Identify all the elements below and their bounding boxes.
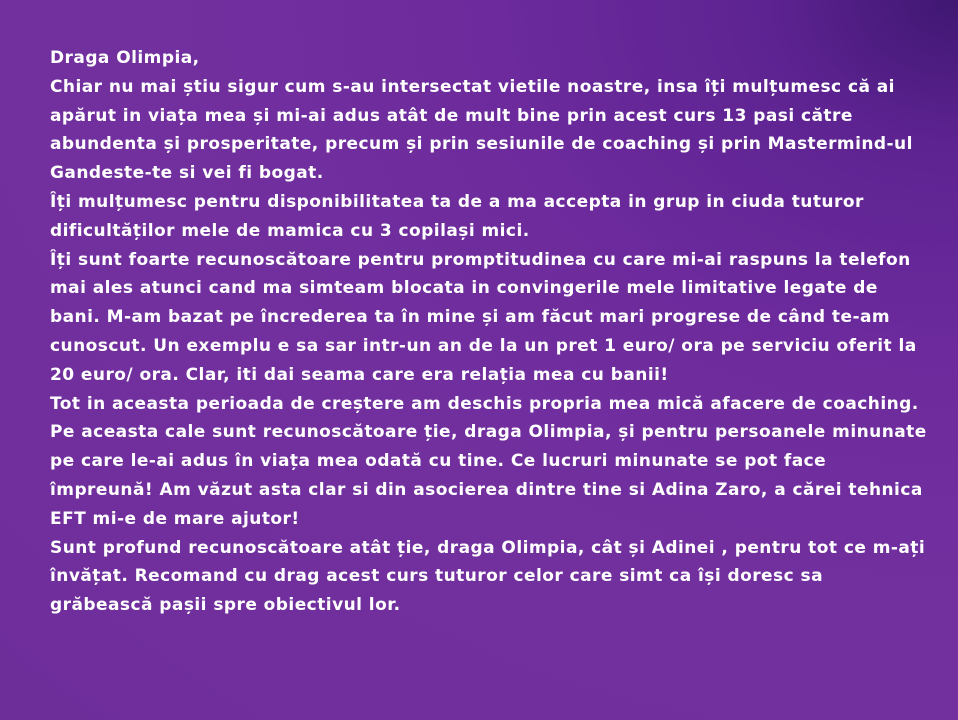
letter-paragraph: Îți mulțumesc pentru disponibilitatea ta de a ma accepta in grup in ciuda tuturor dificultăților mele de mamica cu 3 copilași mici. [50,191,864,241]
letter-paragraph: Îți sunt foarte recunoscătoare pentru promptitudinea cu care mi-ai raspuns la telefon mai ales atunci cand ma simteam blocata in convingerile mele limitative legate de bani. M-am bazat pe încrederea ta în mine și am făcut mari progrese de când te-am cunoscut. Un exemplu e sa sar intr-un an de la un pret 1 euro/ ora pe serviciu oferit la 20 euro/ ora. Clar, iti dai seama care era relația mea cu banii! [50,249,917,385]
letter-greeting: Draga Olimpia, [50,48,200,68]
letter-paragraph: Chiar nu mai știu sigur cum s-au intersectat vietile noastre, insa îți mulțumesc că ai apărut in viața mea și mi-ai adus atât de mult bine prin acest curs 13 pasi către abundenta și prosperitate, precum și prin sesiunile de coaching și prin Mastermind-ul Gandeste-te si vei fi bogat. [50,76,913,184]
testimonial-letter [50,44,930,620]
letter-paragraph: Tot in aceasta perioada de creștere am deschis propria mea mică afacere de coaching. [50,393,919,414]
letter-paragraph: Sunt profund recunoscătoare atât ție, draga Olimpia, cât și Adinei , pentru tot ce m-ați învățat. Recomand cu drag acest curs tuturor celor care simt ca își doresc sa grăbească pașii spre obiectivul lor. [50,537,926,616]
letter-paragraph: Pe aceasta cale sunt recunoscătoare ție, draga Olimpia, și pentru persoanele minunate pe care le-ai adus în viața mea odată cu tine. Ce lucruri minunate se pot face împreună! Am văzut asta clar si din asocierea dintre tine si Adina Zaro, a cărei tehnica EFT mi-e de mare ajutor! [50,422,927,529]
